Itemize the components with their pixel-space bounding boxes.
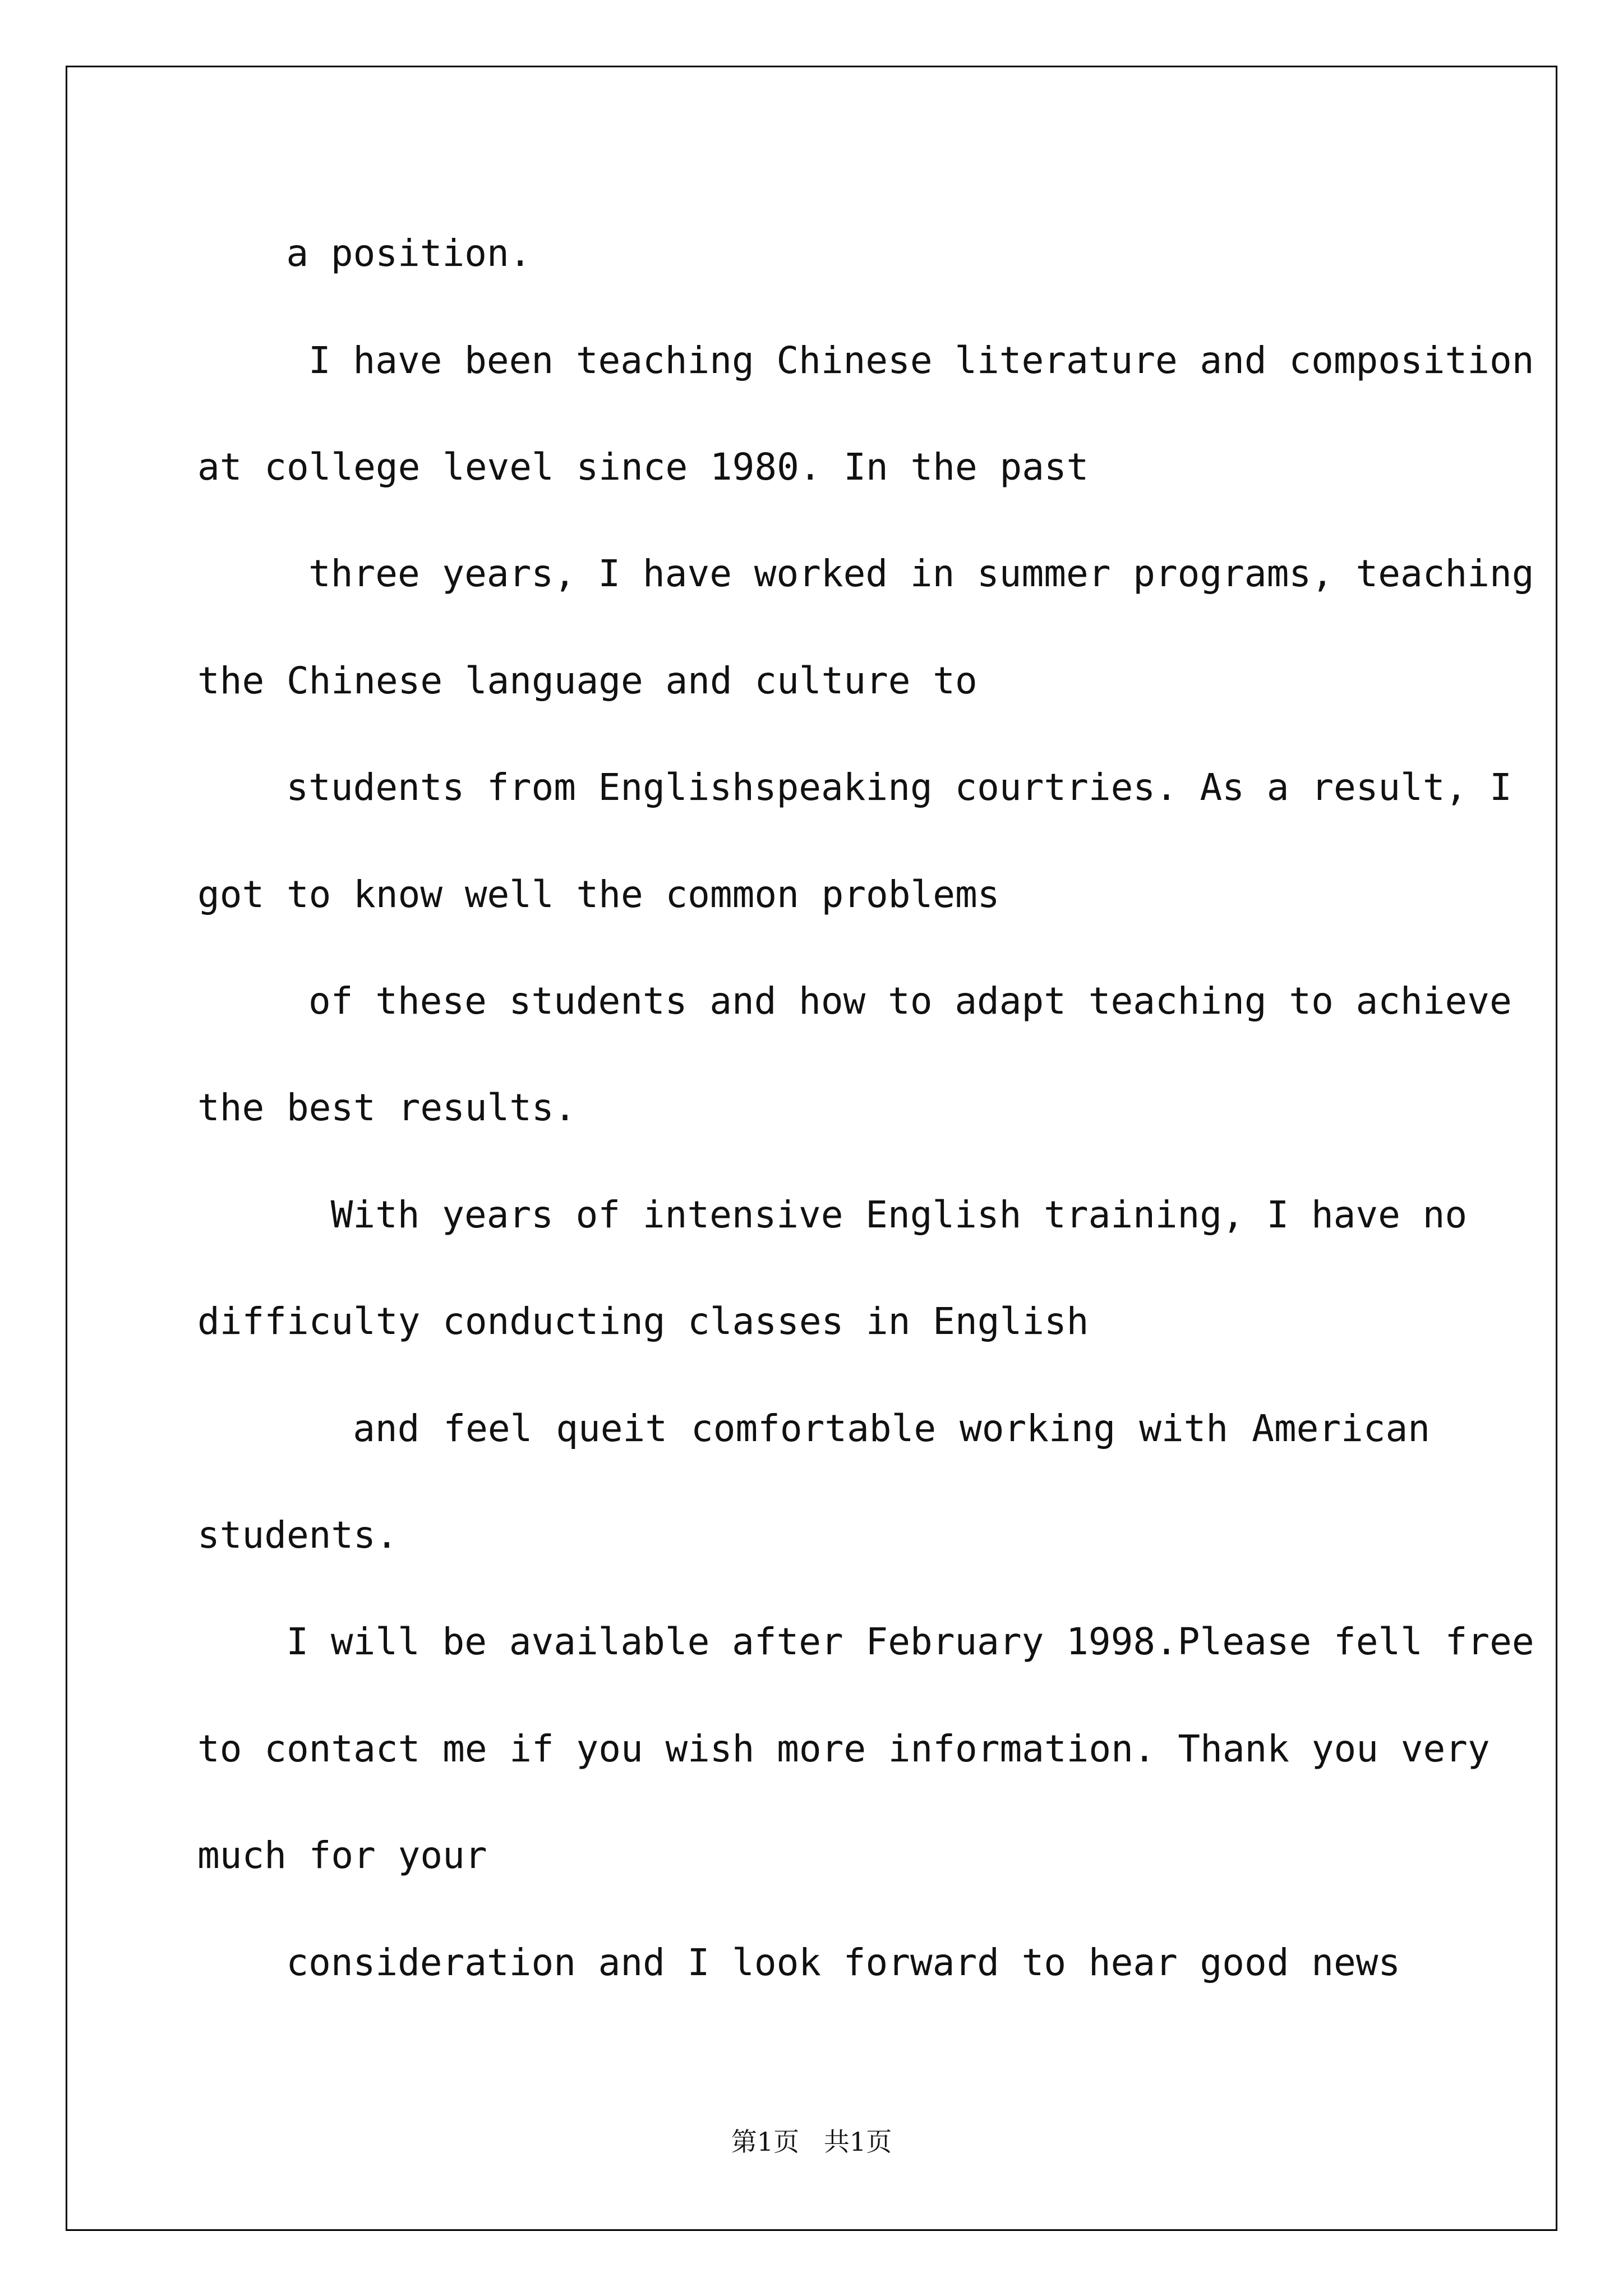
text-line: a position. [286, 232, 532, 275]
text-line: difficulty conducting classes in English [197, 1300, 1089, 1343]
text-line: students. [197, 1513, 398, 1557]
text-line: consideration and I look forward to hear good news [286, 1941, 1401, 1984]
text-line: got to know well the common problems [197, 873, 1000, 916]
text-line: of these students and how to adapt teaching to achieve [308, 979, 1512, 1023]
text-line: three years, I have worked in summer programs, teaching [308, 552, 1534, 595]
page-frame [66, 66, 1557, 2231]
text-line: and feel queit comfortable working with American [353, 1407, 1430, 1450]
text-line: I will be available after February 1998.Please fell free [286, 1620, 1534, 1663]
page-number-footer: 第1页 共1页 [731, 2127, 892, 2157]
text-line: the Chinese language and culture to [197, 659, 978, 702]
text-line: students from Englishspeaking courtries. As a result, I [286, 766, 1512, 809]
text-line: much for your [197, 1834, 487, 1877]
text-line: the best results. [197, 1086, 577, 1129]
text-line: With years of intensive English training, I have no [330, 1193, 1468, 1236]
text-line: I have been teaching Chinese literature and composition [308, 339, 1534, 382]
text-line: at college level since 1980. In the past [197, 445, 1089, 489]
text-line: to contact me if you wish more information. Thank you very [197, 1727, 1490, 1770]
